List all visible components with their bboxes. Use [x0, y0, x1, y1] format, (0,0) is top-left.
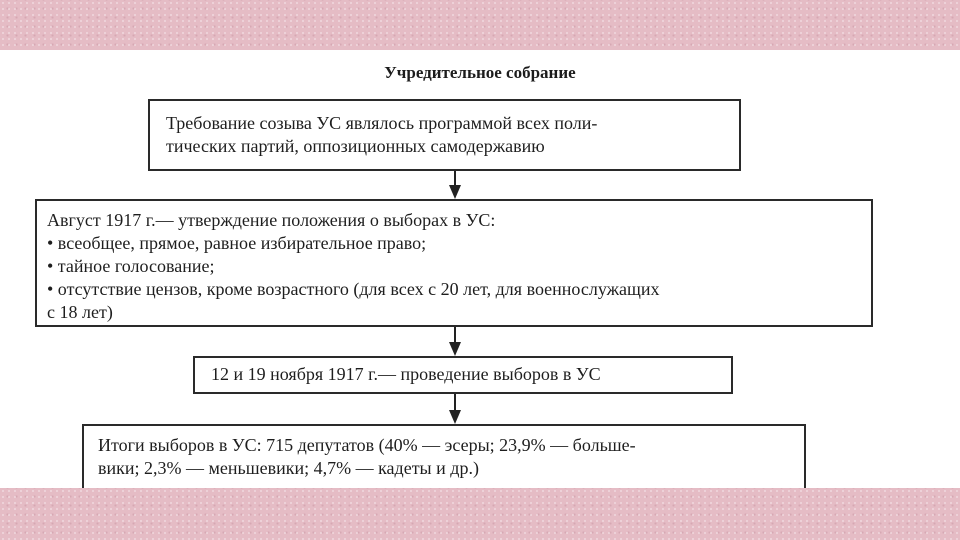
- list-item: • тайное голосование;: [47, 256, 215, 276]
- box-demand-line: Требование созыва УС являлось программой всех поли-: [166, 113, 598, 133]
- diagram-panel: [0, 50, 960, 488]
- box-election-results: [82, 424, 806, 488]
- box-august-1917: [35, 199, 873, 327]
- decorative-bottom-band: [0, 488, 960, 540]
- box-demand-line: тических партий, оппозиционных самодержавию: [166, 136, 545, 156]
- box-august-heading: Август 1917 г.— утверждение положения о выборах в УС:: [47, 210, 496, 230]
- decorative-top-band: [0, 0, 960, 50]
- box-results-line: вики; 2,3% — меньшевики; 4,7% — кадеты и др.): [98, 458, 479, 478]
- election-principles-list: [47, 232, 857, 301]
- list-item-continuation: с 18 лет): [47, 302, 113, 322]
- list-item: • отсутствие цензов, кроме возрастного (для всех с 20 лет, для военнослужащих: [47, 279, 660, 299]
- box-elections-date: [193, 356, 733, 394]
- box-demand: [148, 99, 741, 171]
- box-results-line: Итоги выборов в УС: 715 депутатов (40% — эсеры; 23,9% — больше-: [98, 435, 636, 455]
- list-item: • всеобщее, прямое, равное избирательное право;: [47, 233, 427, 253]
- box-elections-text: 12 и 19 ноября 1917 г.— проведение выборов в УС: [211, 364, 601, 384]
- diagram-title: Учредительное собрание: [384, 63, 576, 82]
